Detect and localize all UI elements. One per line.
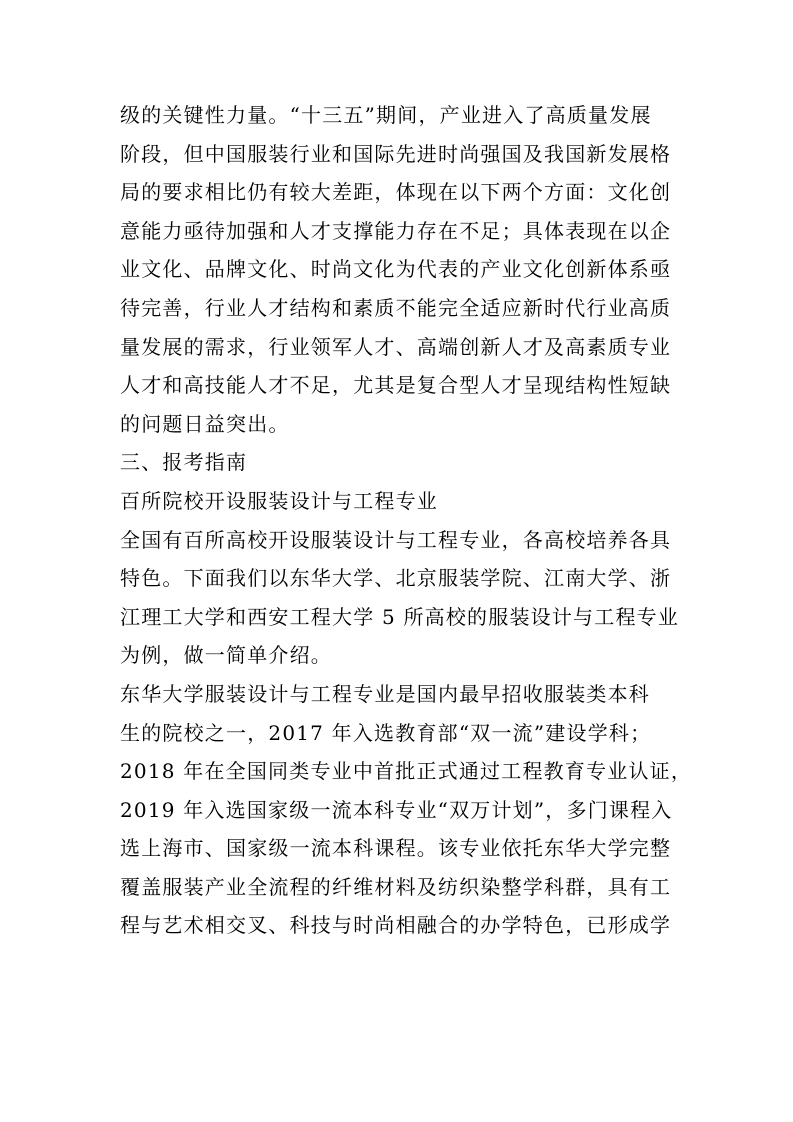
text-line: 2018 年在全国同类专业中首批正式通过工程教育专业认证，: [120, 759, 693, 784]
text-line: 生的院校之一，2017 年入选教育部“双一流”建设学科；: [120, 720, 652, 745]
text-line: 江理工大学和西安工程大学 5 所高校的服装设计与工程专业: [120, 604, 680, 629]
text-line: 2019 年入选国家级一流本科专业“双万计划”，多门课程入: [120, 797, 673, 822]
text-line: 程与艺术相交叉、科技与时尚相融合的办学特色，已形成学: [120, 913, 672, 938]
text-line: 选上海市、国家级一流本科课程。该专业依托东华大学完整: [120, 836, 672, 861]
text-line: 量发展的需求，行业领军人才、高端创新人才及高素质专业: [120, 334, 672, 359]
text-line: 为例，做一简单介绍。: [120, 643, 332, 668]
subsection-heading: 百所院校开设服装设计与工程专业: [120, 488, 438, 513]
text-line: 全国有百所高校开设服装设计与工程专业，各高校培养各具: [120, 527, 672, 552]
text-line: 特色。下面我们以东华大学、北京服装学院、江南大学、浙: [120, 566, 672, 591]
text-line: 人才和高技能人才不足，尤其是复合型人才呈现结构性短缺: [120, 373, 672, 398]
text-line: 级的关键性力量。“十三五”期间，产业进入了高质量发展: [120, 103, 652, 127]
text-line: 意能力亟待加强和人才支撑能力存在不足；具体表现在以企: [120, 218, 672, 243]
section-heading: 三、报考指南: [120, 450, 248, 475]
text-line: 阶段，但中国服装行业和国际先进时尚强国及我国新发展格: [120, 141, 672, 166]
text-line: 覆盖服装产业全流程的纤维材料及纺织染整学科群，具有工: [120, 874, 672, 899]
document-body: [120, 96, 693, 945]
text-line: 待完善，行业人才结构和素质不能完全适应新时代行业高质: [120, 295, 672, 320]
text-line: 局的要求相比仍有较大差距，体现在以下两个方面：文化创: [120, 180, 672, 205]
text-line: 业文化、品牌文化、时尚文化为代表的产业文化创新体系亟: [120, 257, 672, 282]
text-line: 东华大学服装设计与工程专业是国内最早招收服装类本科: [120, 681, 650, 706]
text-line: 的问题日益突出。: [120, 411, 290, 436]
